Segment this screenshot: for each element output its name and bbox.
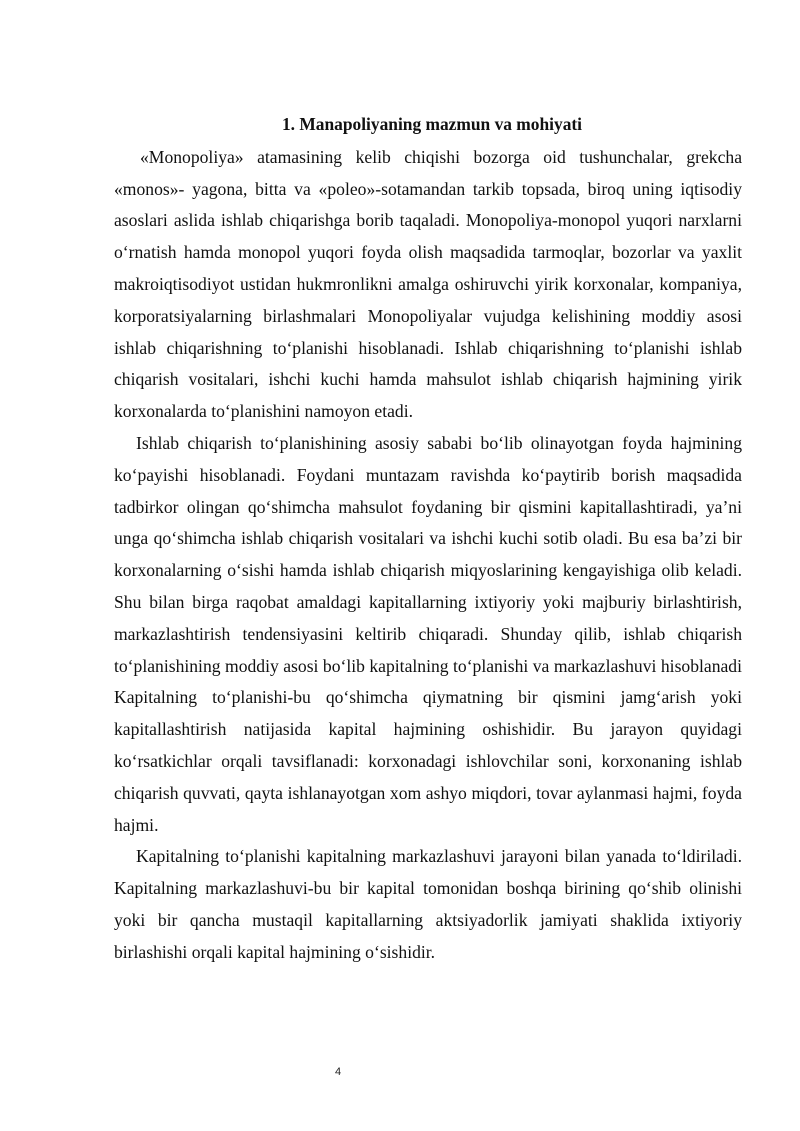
- page-number: 4: [334, 1066, 342, 1078]
- paragraph-1: «Monopoliya» atamasining kelib chiqishi bozorga oid tushunchalar, grekcha «monos»- yagona, bitta va «poleo»-sotamandan tarkib topsada, biroq uning iqtisodiy asoslari aslida ishlab chiqarishga borib taqaladi. Monopoliya-monopol yuqori narxlarni o‘rnatish hamda monopol yuqori foyda olish maqsadida tarmoqlar, bozorlar va yaxlit makroiqtisodiyot ustidan hukmronlikni amalga oshiruvchi yirik korxonalar, kompaniya, korporatsiyalarning birlashmalari Monopoliyalar vujudga kelishining moddiy asosi ishlab chiqarishning to‘planishi hisoblanadi. Ishlab chiqarishning to‘planishi ishlab chiqarish vositalari, ishchi kuchi hamda mahsulot ishlab chiqarish hajmining yirik korxonalarda to‘planishini namoyon etadi.: [114, 146, 742, 422]
- paragraph-2: Ishlab chiqarish to‘planishining asosiy sababi bo‘lib olinayotgan foyda hajmining ko‘payishi hisoblanadi. Foydani muntazam ravishda ko‘paytirib borish maqsadida tadbirkor olingan qo‘shimcha mahsulot foydaning bir qismini kapitallashtiradi, ya’ni unga qo‘shimcha ishlab chiqarish vositalari va ishchi kuchi sotib oladi. Bu esa ba’zi bir korxonalarning o‘sishi hamda ishlab chiqarish miqyoslarining kengayishiga olib keladi. Shu bilan birga raqobat amaldagi kapitallarning ixtiyoriy yoki majburiy birlashtirish, markazlashtirish tendensiyasini keltirib chiqaradi. Shunday qilib, ishlab chiqarish to‘planishining moddiy asosi bo‘lib kapitalning to‘planishi va markazlashuvi hisoblanadi Kapitalning to‘planishi-bu qo‘shimcha qiymatning bir qismini jamg‘arish yoki kapitallashtirish natijasida kapital hajmining oshishidir. Bu jarayon quyidagi ko‘rsatkichlar orqali tavsiflanadi: korxonadagi ishlovchilar soni, korxonaning ishlab chiqarish quvvati, qayta ishlanayotgan xom ashyo miqdori, tovar aylanmasi hajmi, foyda hajmi.: [114, 432, 742, 835]
- section-title: 1. Manapoliyaning mazmun va mohiyati: [281, 114, 583, 134]
- paragraph-3: Kapitalning to‘planishi kapitalning markazlashuvi jarayoni bilan yanada to‘ldiriladi. Kapitalning markazlashuvi-bu bir kapital tomonidan boshqa birining qo‘shib olinishi yoki bir qancha mustaqil kapitallarning aktsiyadorlik jamiyati shaklida ixtiyoriy birlashishi orqali kapital hajmining o‘sishidir.: [114, 846, 742, 962]
- page-content: [114, 109, 742, 969]
